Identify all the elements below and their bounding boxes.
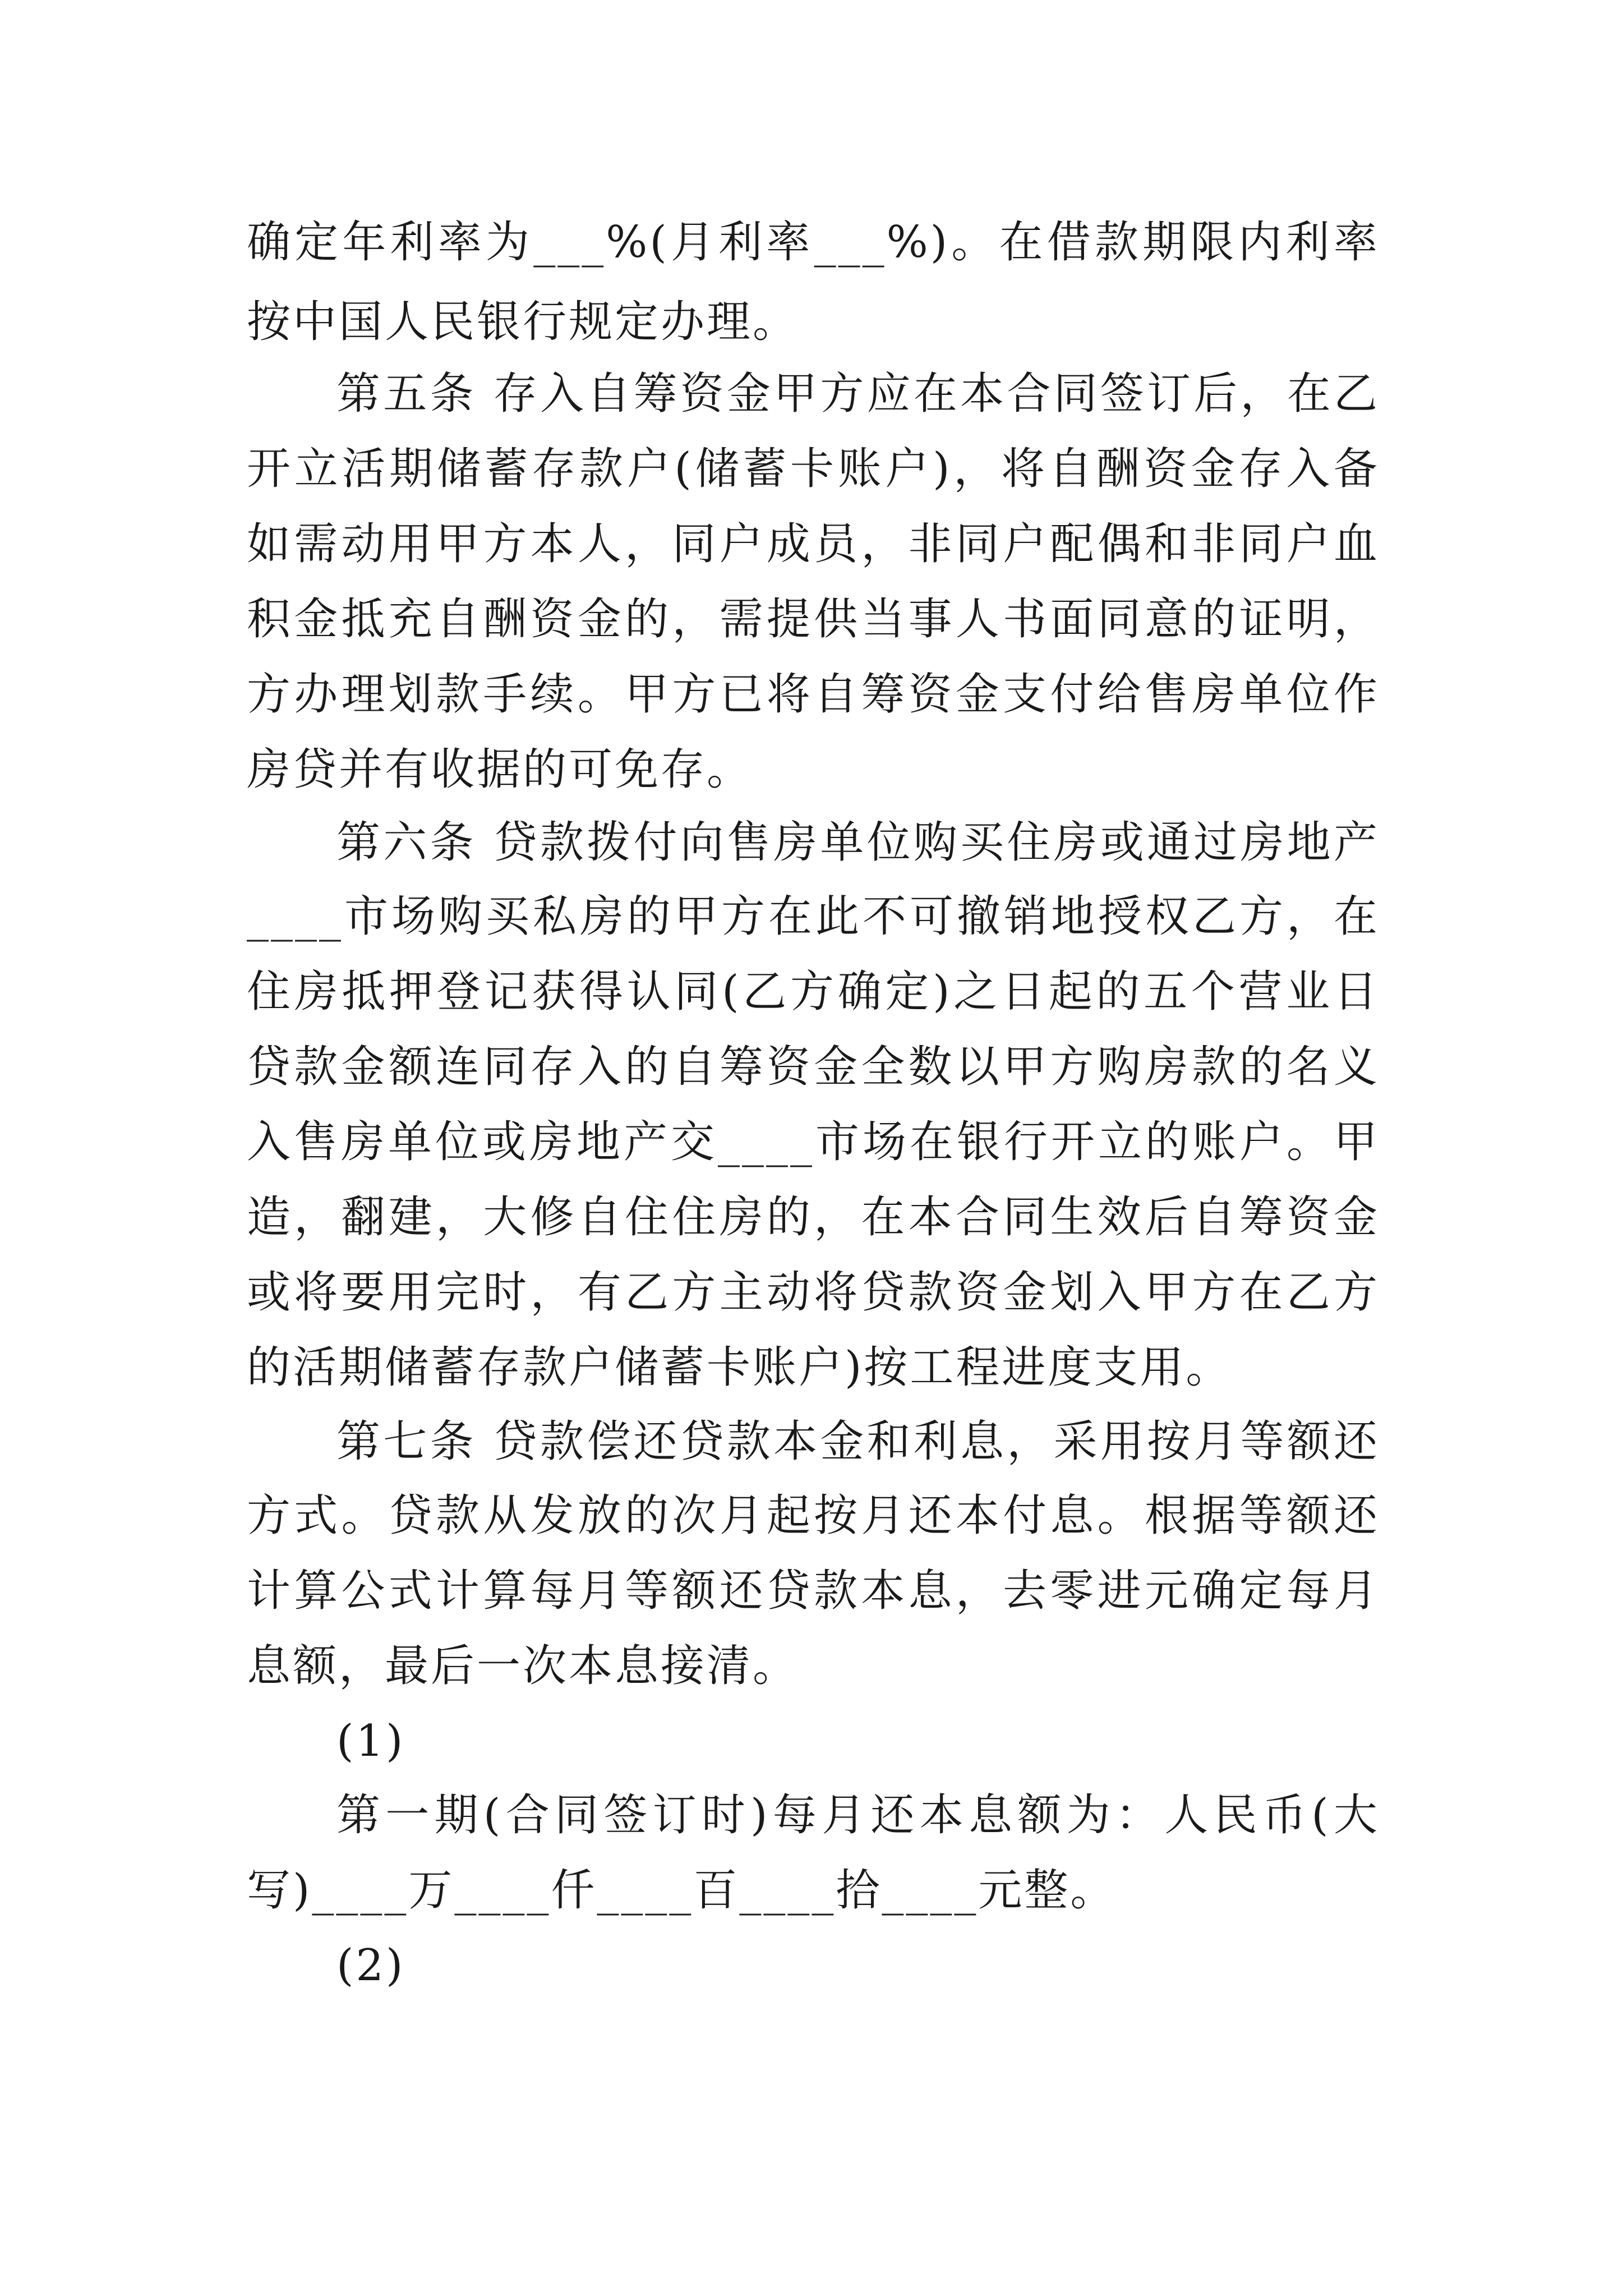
text-line: 方式。贷款从发放的次月起按月还本付息。根据等额还 [247,1490,1380,1541]
text-line: 的活期储蓄存款户储蓄卡账户)按工程进度支用。 [247,1342,1232,1393]
text-line: 写)____万____仟____百____拾____元整。 [247,1865,1117,1916]
text-line: 息额，最后一次本息接清。 [247,1641,799,1691]
article-7-heading-line: 第七条 贷款偿还贷款本金和利息，采用按月等额还 [336,1416,1380,1467]
item-number-2: (2) [336,1940,405,1991]
text-line: 住房抵押登记获得认同(乙方确定)之日起的五个营业日 [247,967,1380,1017]
item-number-1: (1) [336,1716,405,1766]
text-line: 确定年利率为___%(月利率___%)。在借款期限内利率 [247,217,1380,268]
text-line: ____市场购买私房的甲方在此不可撤销地授权乙方，在 [247,891,1380,942]
text-line: 贷款金额连同存入的自筹资金全数以甲方购房款的名义 [247,1042,1380,1092]
text-line: 方办理划款手续。甲方已将自筹资金支付给售房单位作 [247,669,1380,720]
article-6-heading-line: 第六条 贷款拨付向售房单位购买住房或通过房地产 [336,817,1380,868]
text-line: 开立活期储蓄存款户(储蓄卡账户)，将自酬资金存入备 [247,444,1380,494]
text-line: 或将要用完时，有乙方主动将贷款资金划入甲方在乙方 [247,1267,1380,1318]
text-line: 积金抵充自酬资金的，需提供当事人书面同意的证明， [247,594,1380,645]
text-line: 入售房单位或房地产交____市场在银行开立的账户。甲 [247,1117,1380,1167]
text-line: 造，翻建，大修自住住房的，在本合同生效后自筹资金 [247,1192,1380,1243]
text-line: 计算公式计算每月等额还贷款本息，去零进元确定每月 [247,1566,1380,1616]
text-line: 房贷并有收据的可免存。 [247,744,753,795]
article-5-heading-line: 第五条 存入自筹资金甲方应在本合同签订后，在乙 [336,369,1380,419]
text-line: 如需动用甲方本人，同户成员，非同户配偶和非同户血 [247,519,1380,569]
text-line: 按中国人民银行规定办理。 [247,297,799,347]
text-line: 第一期(合同签订时)每月还本息额为：人民币(大 [336,1790,1380,1841]
